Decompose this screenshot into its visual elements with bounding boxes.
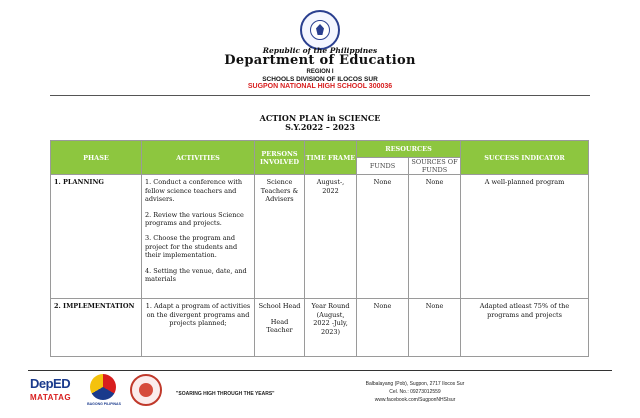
sources-cell: None: [409, 175, 461, 299]
table-row: [51, 175, 589, 299]
header-divider: [50, 95, 590, 96]
deped-matatag-logo: [30, 376, 76, 408]
person-item: School Head: [258, 302, 301, 311]
activity-item: 4. Setting the venue, date, and materials: [145, 266, 247, 284]
contact-number: Cel. No.: 09273012559: [389, 389, 441, 395]
success-cell: A well-planned program: [461, 175, 589, 299]
time-frame-cell: Year Round (August, 2022 -July, 2023): [305, 299, 357, 357]
funds-cell: None: [357, 299, 409, 357]
persons-cell: Science Teachers & Advisers: [255, 175, 305, 299]
persons-cell: [255, 299, 305, 357]
sources-cell: None: [409, 299, 461, 357]
matatag-logo-text: MATATAG: [30, 393, 72, 402]
bagong-pilipinas-caption: BAGONG PILIPINAS: [87, 402, 121, 406]
school-motto: "SOARING HIGH THROUGH THE YEARS": [176, 391, 275, 397]
school-seal-icon: [130, 374, 162, 406]
header-persons-involved: PERSONS INVOLVED: [255, 141, 305, 175]
deped-seal-icon: [300, 10, 340, 50]
time-frame-cell: August-, 2022: [305, 175, 357, 299]
header-phase: PHASE: [51, 141, 142, 175]
header-activities: ACTIVITIES: [142, 141, 255, 175]
header-funds: FUNDS: [357, 158, 409, 175]
school-name: SUGPON NATIONAL HIGH SCHOOL 300036: [247, 83, 393, 90]
school-year: S.Y.2022 – 2023: [285, 122, 355, 132]
action-plan-table: [50, 140, 589, 357]
department-name: Department of Education: [224, 53, 416, 68]
activities-cell: [142, 175, 255, 299]
phase-cell: 2. IMPLEMENTATION: [51, 299, 142, 357]
header-time-frame: TIME FRAME: [305, 141, 357, 175]
header-success-indicator: SUCCESS INDICATOR: [461, 141, 589, 175]
footer-divider: [28, 370, 612, 371]
funds-cell: None: [357, 175, 409, 299]
person-item: Head Teacher: [266, 317, 293, 335]
phase-cell: 1. PLANNING: [51, 175, 142, 299]
bagong-pilipinas-logo: [84, 374, 120, 410]
deped-logo-text: DepED: [30, 376, 71, 391]
region-line: REGION I: [306, 69, 334, 75]
bagong-pilipinas-icon: [90, 374, 116, 400]
table-row: [51, 299, 589, 357]
school-address: Balbalayang (Pob), Sugpon, 2717 Ilocos Sur: [365, 381, 465, 387]
header-resources: RESOURCES: [357, 141, 461, 158]
header-sources-of-funds: SOURCES OF FUNDS: [409, 158, 461, 175]
facebook-link[interactable]: www.facebook.com/SugponNHSIsur: [374, 397, 456, 403]
activity-item: 3. Choose the program and project for the students and their implementation.: [145, 234, 238, 260]
document-title: ACTION PLAN in SCIENCE: [259, 113, 381, 123]
activity-item: 1. Conduct a conference with fellow science teachers and advisers.: [145, 178, 243, 204]
activity-item: 2. Review the various Science programs and projects.: [145, 210, 244, 227]
success-cell: Adapted atleast 75% of the programs and projects: [461, 299, 589, 357]
division-line: SCHOOLS DIVISION OF ILOCOS SUR: [262, 76, 378, 83]
activities-cell: [142, 299, 255, 357]
activity-item: 1. Adapt a program of activities on the divergent programs and projects planned;: [145, 302, 251, 328]
republic-line: Republic of the Philippines: [262, 46, 378, 55]
